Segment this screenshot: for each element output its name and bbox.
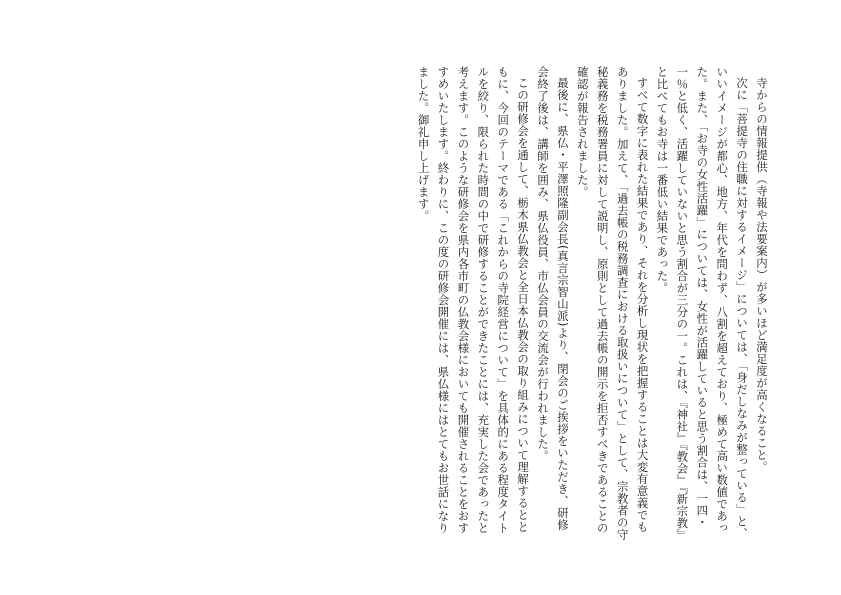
- vertical-text-body: [331, 66, 771, 541]
- paragraph-satisfaction: 寺からの情報提供（寺報や法要案内）が多いほど満足度が高くなること。: [755, 77, 769, 474]
- paragraph-priest-image: 次に「菩提寺の住職に対するイメージ」については、「身だしなみが整っている」と、いいイメージが都心、地方、年代を問わず、八割を超えており、極めて高い数値であった。また、「お寺の女性活躍」については、女性が活躍していると思う割合は、一四・一％と低く、活躍していないと思う割合が三分の一。これは、『神社』『教会』『新宗教』と比べてもお寺は一番低い結果であった。: [655, 66, 750, 541]
- paragraph-conclusion: この研修会を通して、栃木県仏教会と全日本仏教会の取り組みについて理解するとともに、今回のテーマである「これからの寺院経営について」を具体的にある程度タイトルを絞り、限られた時間の中で研修することができたことには、充実した会であったと考えます。このような研修会を県内各市町の仏教会様においても開催されることをおすすめいたします。終わりに、この度の研修会開催には、県仏様にはとてもお世話になりました。御礼申し上げます。: [416, 66, 531, 534]
- paragraph-analysis: すべて数字に表れた結果であり、それを分析し現状を把握することは大変有意義でもありました。加えて、「過去帳の税務調査における取扱いについて」として、宗教者の守秘義務を税務署員に対して説明し、原則として過去帳の開示を拒否すべきであることの確認が報告されました。: [575, 66, 650, 541]
- paragraph-closing-remarks: 最後に、県仏・平澤照隆副会長(真言宗智山派)より、閉会のご挨拶をいただき、研修会終了後は、講師を囲み、県仏役員、市仏会員の交流会が行われました。: [536, 66, 570, 532]
